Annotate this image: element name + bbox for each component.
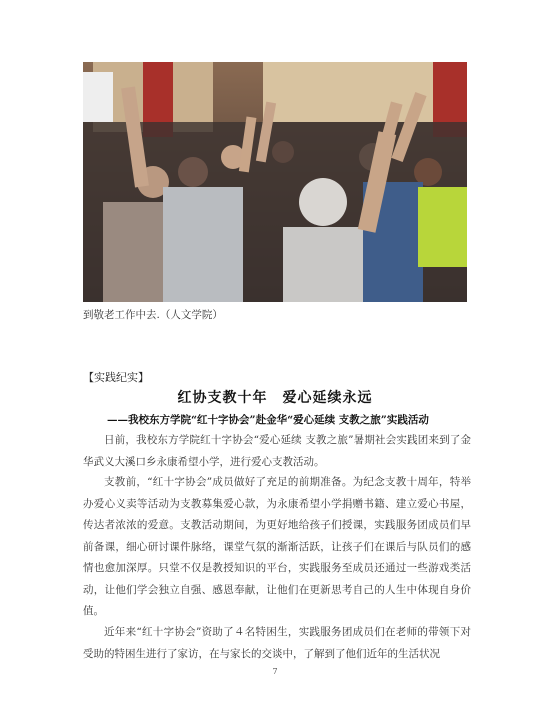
photo-caption: 到敬老工作中去.（人文学院）: [83, 309, 223, 321]
paragraph-visits: 近年来“红十字协会”资助了４名特困生，实践服务团成员们在老师的带领下对受助的特困生进行了家访，在与家长的交谈中，了解到了他们近年的生活状况: [83, 626, 471, 660]
article-title: 红协支教十年 爱心延续永远: [177, 390, 373, 406]
article-subtitle: ——我校东方学院“红十字协会”赴金华“爱心延续 支教之旅”实践活动: [107, 414, 429, 426]
paragraph-intro: 日前，我校东方学院红十字协会“爱心延续 支教之旅”暑期社会实践团来到了金华武义大溪口乡永康希望小学，进行爱心支教活动。: [83, 434, 471, 468]
paragraph-preparation: 支教前，“红十字协会”成员做好了充足的前期准备。为纪念支教十周年，特举办爱心义卖等活动为支教募集爱心款，为永康希望小学捐赠书籍、建立爱心书屋，传达者浓浓的爱意。支教活动期间，为更好地给孩子们授课，实践服务团成员们早前备课，细心研讨课件脉络，课堂气氛的渐渐活跃，让孩子们在课后与队员们的感情也愈加深厚。只堂不仅是教授知识的平台，实践服务至成员还通过一些游戏类活动，让他们学会独立自强、感恩奉献，让他们在更新思考自己的人生中体现自身价值。: [83, 476, 471, 617]
elderly-people-raising-hands-icon: [83, 62, 467, 302]
page-number: 7: [272, 667, 278, 676]
section-tag: 【实践纪实】: [83, 371, 149, 384]
activity-photo: [83, 62, 467, 302]
